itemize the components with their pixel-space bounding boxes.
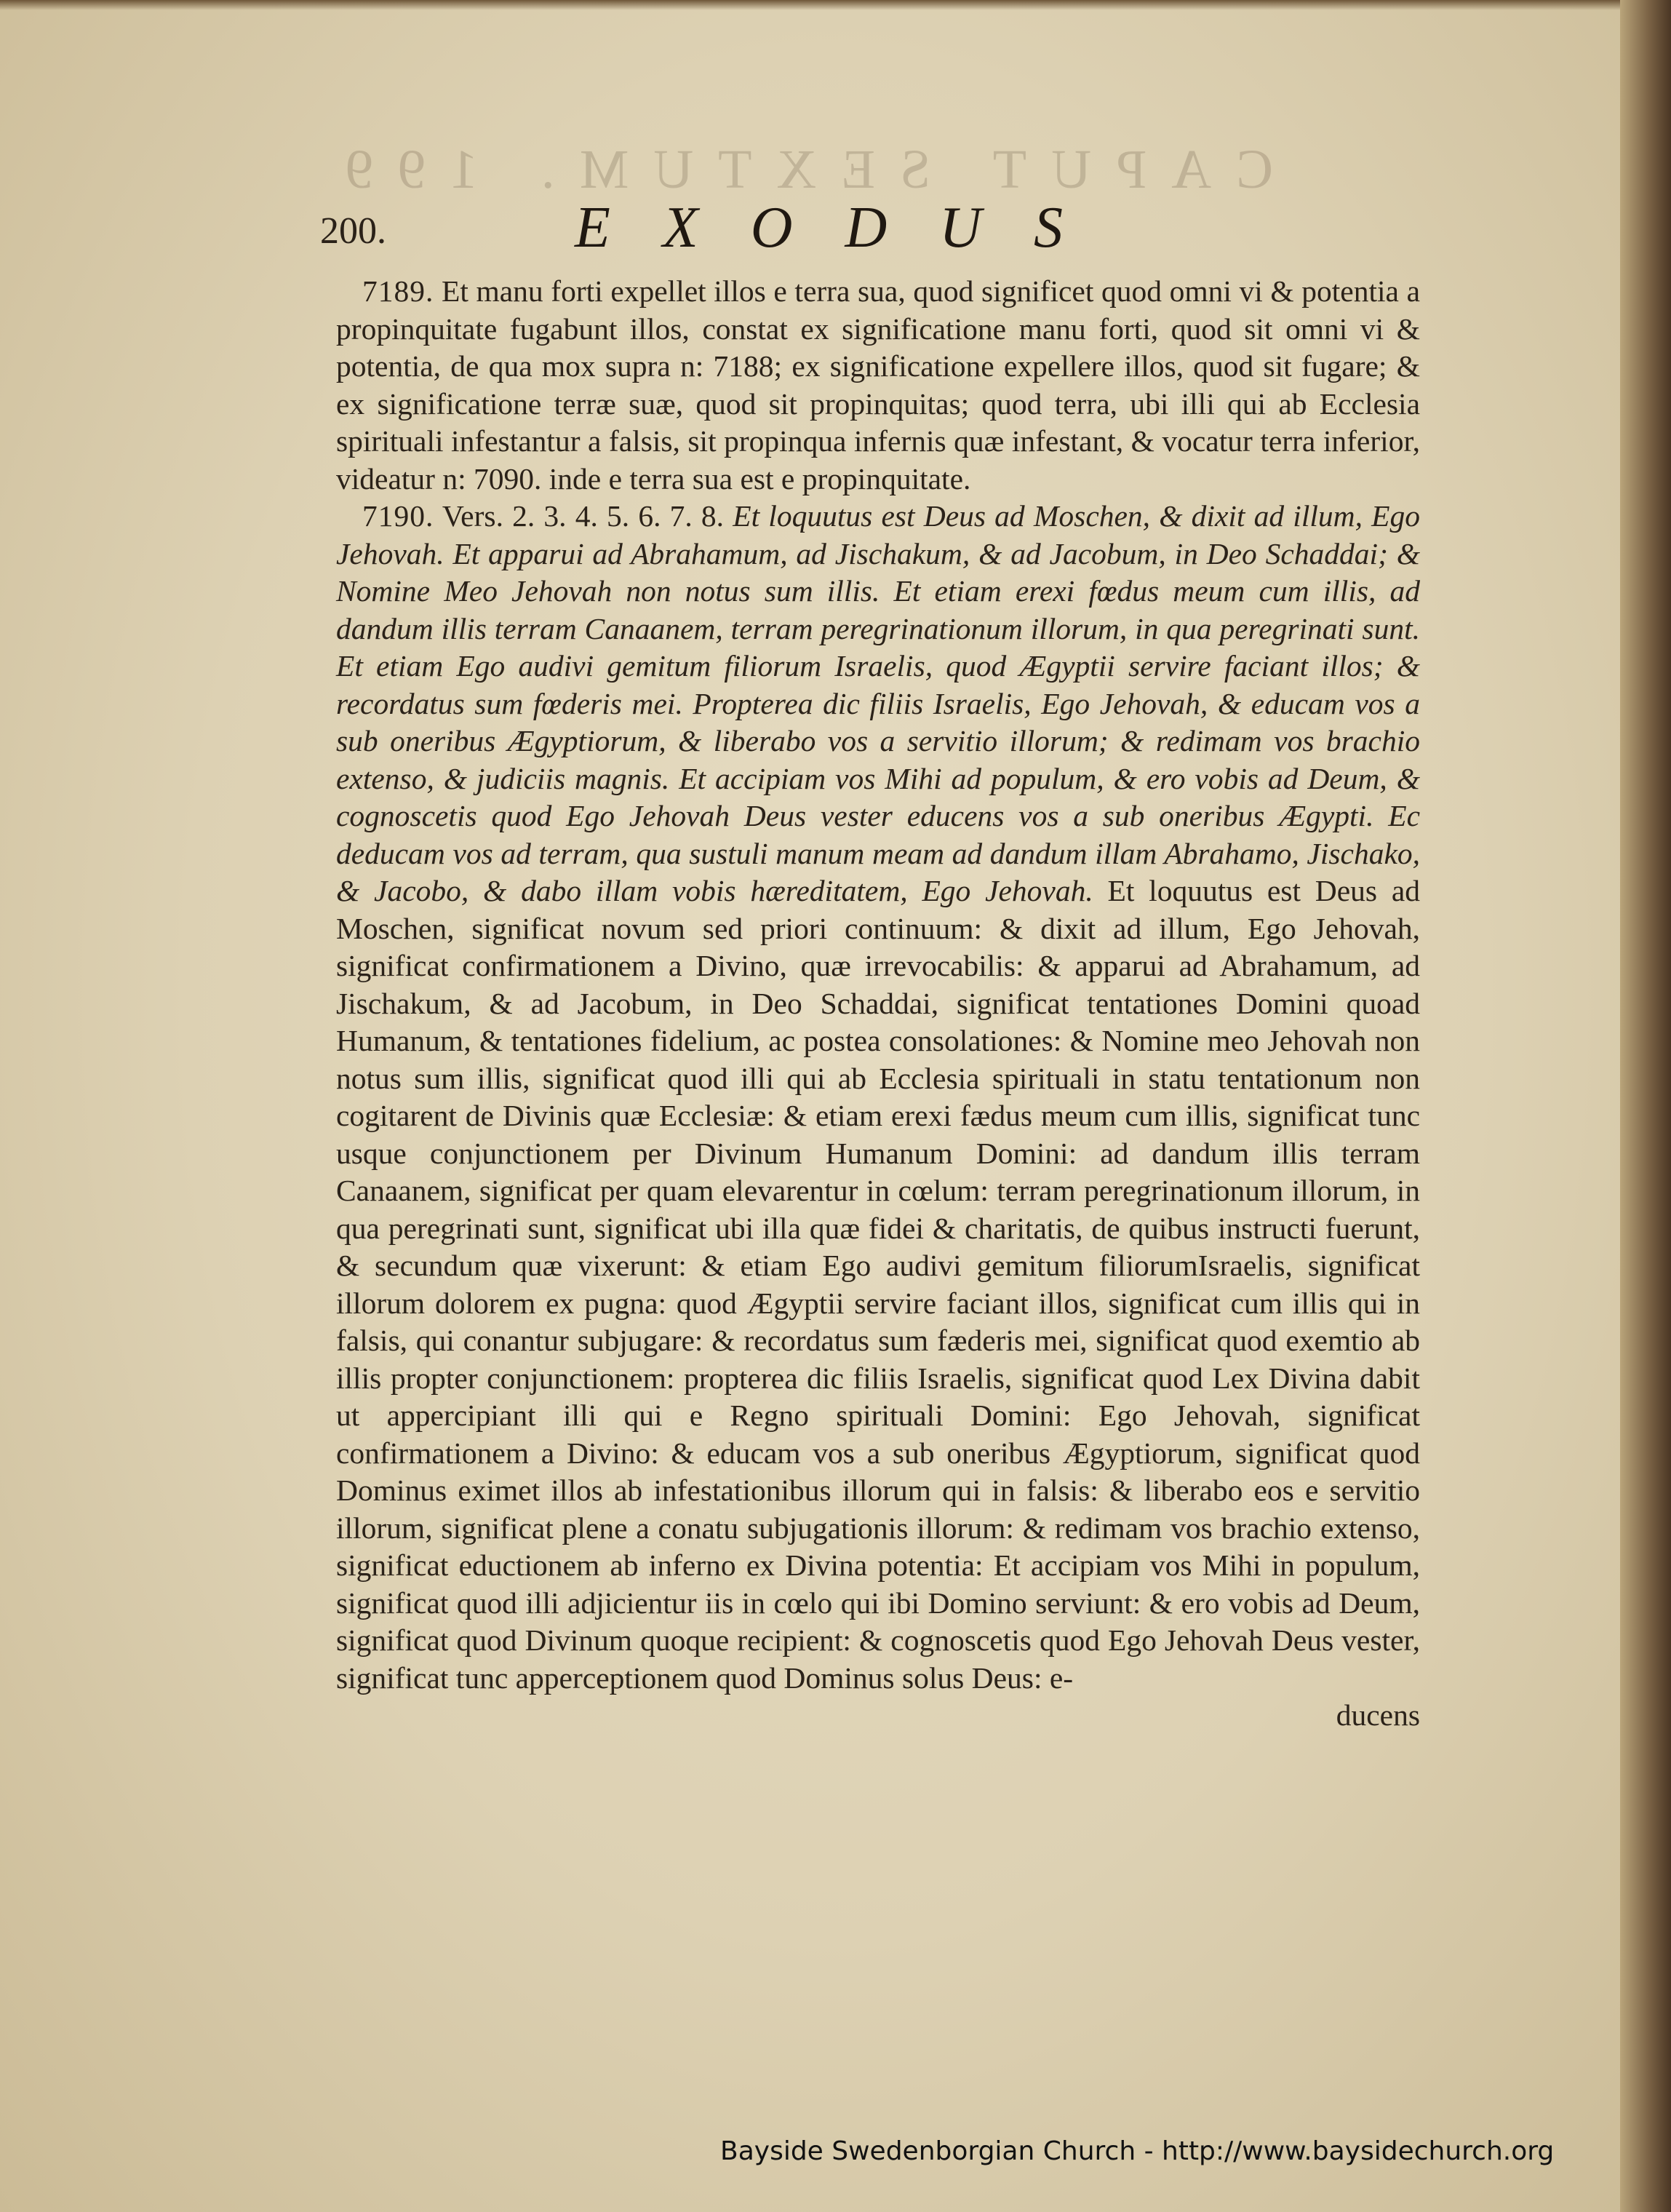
running-title: EXODUS bbox=[575, 196, 1116, 260]
text-body bbox=[336, 273, 1420, 1735]
scripture-quotation: Et loquutus est Deus ad Moschen, & dixit ad illum, Ego Jehovah. Et apparui ad Abrahamum, ad Jischakum, & ad Jacobum, in Deo Schaddai; & Nomine Meo Jehovah non notus sum illis. Et etiam erexi fœdus meum cum illis, ad dandum illis terram Canaanem, terram peregrinationum illorum, in qua peregrinati sunt. Et etiam Ego audivi gemitum filiorum Israelis, quod Ægyptii servire faciant illos; & recordatus sum fœderis mei. Propterea dic filiis Israelis, Ego Jehovah, & educam vos a sub oneribus Ægyptiorum, & liberabo vos a servitio illorum; & redimam vos brachio extenso, & judiciis magnis. Et accipiam vos Mihi ad populum, & ero vobis ad Deum, & cognoscetis quod Ego Jehovah Deus vester educens vos a sub oneribus Ægypti. Ec deducam vos ad terram, qua sustuli manum meam ad dandum illam Abrahamo, Jischako, & Jacobo, & dabo illam vobis hæreditatem, Ego Jehovah. bbox=[336, 499, 1420, 907]
paragraph-number: 7190. bbox=[362, 499, 434, 533]
paragraph-7190 bbox=[336, 498, 1420, 1697]
page-top-edge-shadow bbox=[0, 0, 1671, 10]
verse-reference: Vers. 2. 3. 4. 5. 6. 7. 8. bbox=[442, 499, 725, 533]
paragraph-number: 7189. bbox=[362, 274, 434, 308]
catchword: ducens bbox=[1336, 1698, 1420, 1732]
page-number: 200. bbox=[320, 210, 386, 252]
book-spine-edge bbox=[1620, 0, 1671, 2212]
bleed-through-text: CAPUT SEXTUM. 199 bbox=[320, 139, 1273, 200]
watermark-credit: Bayside Swedenborgian Church - http://www.baysidechurch.org bbox=[720, 2136, 1555, 2166]
paragraph-7189 bbox=[336, 273, 1420, 498]
commentary-text: Et loquutus est Deus ad Moschen, significat novum sed priori continuum: & dixit ad illum, Ego Jehovah, significat confirmationem a Divino, quæ irrevocabilis: & apparui ad Abrahamum, ad Jischakum, & ad Jacobum, in Deo Schaddai, significat tentationes Domini quoad Humanum, & tentationes fidelium, ac postea consolationes: & Nomine meo Jehovah non notus sum illis, significat quod illi qui ab Ecclesia spirituali in statu tentationum non cogitarent de Divinis quæ Ecclesiæ: & etiam erexi fædus meum cum illis, significat tunc usque conjunctionem per Divinum Humanum Domini: ad dandum illis terram Canaanem, significat per quam elevarentur in cœlum: terram peregrinationum illorum, in qua peregrinati sunt, significat ubi illa quæ fidei & charitatis, de quibus instructi fuerunt, & secundum quæ vixerunt: & etiam Ego audivi gemitum filiorumIsraelis, significat illorum dolorem ex pugna: quod Ægyptii servire faciant illos, significat cum illis qui in falsis, qui conantur subjugare: & recordatus sum fæderis mei, significat quod exemtio ab illis propter conjunctionem: propterea dic filiis Israelis, significat quod Lex Divina dabit ut appercipiant illi qui e Regno spirituali Domini: Ego Jehovah, significat confirmationem a Divino: & educam vos a sub oneribus Ægyptiorum, significat quod Dominus eximet illos ab infestationibus illorum qui in falsis: & liberabo eos e servitio illorum, significat plene a conatu subjugationis illorum: & redimam vos brachio extenso, significat eductionem ab inferno ex Divina potentia: Et accipiam vos Mihi in populum, significat quod illi adjicientur iis in cœlo qui ibi Domino serviunt: & ero vobis ad Deum, significat quod Divinum quoque recipient: & cognoscetis quod Ego Jehovah Deus vester, significat tunc apperceptionem quod Dominus solus Deus: e- bbox=[336, 874, 1421, 1695]
paragraph-text: Et manu forti expellet illos e terra sua, quod significet quod omni vi & potentia a propinquitate fugabunt illos, constat ex significatione manu forti, quod sit omni vi & potentia, de qua mox supra n: 7188; ex significatione expellere illos, quod sit fugare; & ex significatione terræ suæ, quod sit propinquitas; quod terra, ubi illi qui ab Ecclesia spirituali infestantur a falsis, sit propinqua infernis quæ infestant, & vocatur terra inferior, videatur n: 7090. inde e terra sua est e propinquitate. bbox=[336, 274, 1420, 496]
